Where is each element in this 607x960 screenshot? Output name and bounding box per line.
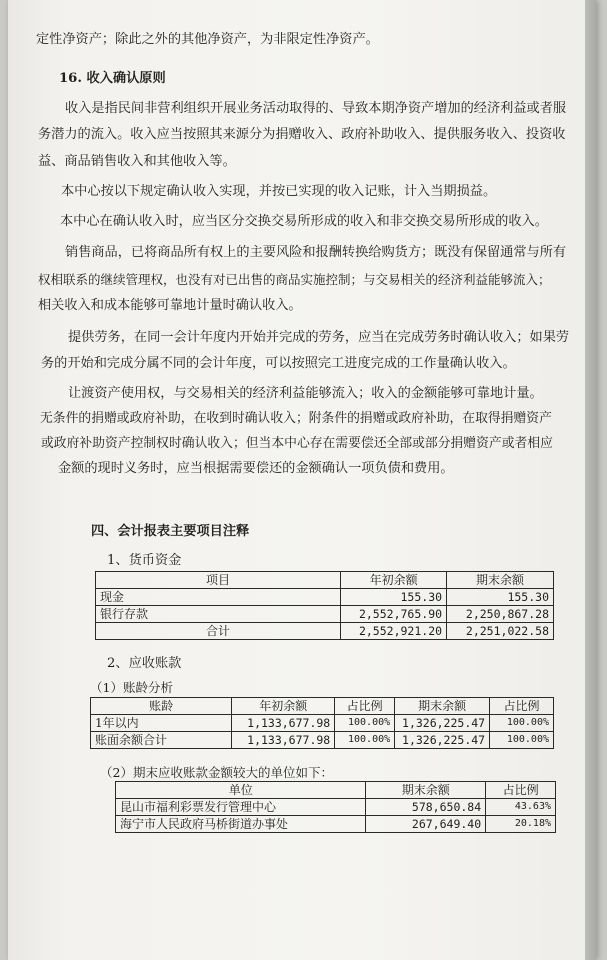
table-cell: 100.00% (490, 732, 554, 749)
paragraph-line: 或政府补助资产控制权时确认收入；但当本中心存在需要偿还全部或部分捐赠资产或者相应 (41, 436, 553, 451)
table-header-row (91, 698, 554, 715)
table-cell: 2,552,921.20 (341, 623, 447, 640)
table-cell: 267,649.40 (366, 816, 486, 833)
paragraph-line: 务的开始和完成分属不同的会计年度，可以按照完工进度完成的工作量确认收入。 (41, 356, 516, 371)
table-header-row (96, 572, 554, 589)
table-row (96, 589, 554, 606)
table-cell: 1,133,677.98 (232, 715, 335, 732)
table-cell: 100.00% (335, 732, 395, 749)
paragraph-line: 让渡资产使用权，与交易相关的经济利益能够流入；收入的金额能够可靠地计量。 (68, 386, 543, 401)
page-edge-shadow (585, 0, 596, 960)
large-receivables-table (115, 781, 556, 833)
table-row (116, 816, 556, 833)
table-cell: 20.18% (486, 816, 556, 833)
table-cell: 2,250,867.28 (447, 606, 554, 623)
table-header-cell: 占比例 (335, 698, 395, 715)
table-header-cell: 年初余额 (232, 698, 335, 715)
section-heading: 16. 收入确认原则 (59, 71, 166, 86)
table-cell: 1,326,225.47 (395, 732, 490, 749)
paragraph-line: 务潜力的流入。收入应当按照其来源分为捐赠收入、政府补助收入、提供服务收入、投资收 (38, 127, 566, 142)
aging-table (90, 697, 554, 749)
table-cell: 2,552,765.90 (341, 606, 447, 623)
table-header-cell: 期末余额 (447, 572, 554, 589)
paragraph-line: 销售商品，已将商品所有权上的主要风险和报酬转换给购货方；既没有保留通常与所有 (65, 245, 567, 260)
subsection-heading: （2）期末应收账款金额较大的单位如下： (100, 765, 333, 780)
table-cell: 100.00% (335, 715, 395, 732)
table-row (91, 732, 554, 749)
document-page (8, 0, 596, 960)
table-cell: 1年以内 (91, 715, 232, 732)
table-cell: 1,326,225.47 (395, 715, 490, 732)
table-cell: 现金 (96, 589, 341, 606)
paragraph-line: 定性净资产；除此之外的其他净资产，为非限定性净资产。 (36, 32, 379, 47)
table-cell: 155.30 (447, 589, 554, 606)
section-title: 四、会计报表主要项目注释 (91, 524, 250, 539)
table-row (96, 606, 554, 623)
table-cell: 578,650.84 (366, 799, 486, 816)
table-cell: 账面余额合计 (91, 732, 232, 749)
paragraph-line: 收入是指民间非营利组织开展业务活动取得的、导致本期净资产增加的经济利益或者服 (65, 101, 567, 116)
subsection-heading: 1、货币资金 (107, 553, 182, 568)
table-header-cell: 单位 (116, 782, 366, 799)
table-header-cell: 账龄 (91, 698, 232, 715)
table-cell: 2,251,022.58 (447, 623, 554, 640)
table-header-cell: 期末余额 (366, 782, 486, 799)
subsection-heading: 2、应收账款 (107, 656, 182, 671)
table-cell: 43.63% (486, 799, 556, 816)
table-cell: 银行存款 (96, 606, 341, 623)
table-cell: 昆山市福利彩票发行管理中心 (116, 799, 366, 816)
table-cell: 100.00% (490, 715, 554, 732)
paragraph-line: 本中心按以下规定确认收入实现，并按已实现的收入记账，计入当期损益。 (61, 184, 497, 199)
table-cell: 155.30 (341, 589, 447, 606)
cash-table (95, 571, 554, 640)
table-header-cell: 占比例 (486, 782, 556, 799)
table-header-row (116, 782, 556, 799)
table-header-cell: 期末余额 (395, 698, 490, 715)
table-row (96, 623, 554, 640)
subsection-heading: （1）账龄分析 (90, 680, 173, 695)
paragraph-line: 权相联系的继续管理权，也没有对已出售的商品实施控制；与交易相关的经济利益能够流入； (38, 272, 551, 287)
table-row (116, 799, 556, 816)
paragraph-line: 益、商品销售收入和其他收入等。 (38, 154, 236, 169)
table-cell: 海宁市人民政府马桥街道办事处 (116, 816, 366, 833)
paragraph-line: 无条件的捐赠或政府补助，在收到时确认收入；附条件的捐赠或政府补助，在取得捐赠资产 (40, 411, 552, 426)
paragraph-line: 本中心在确认收入时，应当区分交换交易所形成的收入和非交换交易所形成的收入。 (60, 214, 548, 229)
paragraph-line: 相关收入和成本能够可靠地计量时确认收入。 (38, 298, 302, 313)
table-header-cell: 年初余额 (341, 572, 447, 589)
table-header-cell: 占比例 (490, 698, 554, 715)
table-row (91, 715, 554, 732)
paragraph-line: 提供劳务，在同一会计年度内开始并完成的劳务，应当在完成劳务时确认收入；如果劳 (68, 330, 570, 345)
table-header-cell: 项目 (96, 572, 341, 589)
table-cell: 1,133,677.98 (232, 732, 335, 749)
paragraph-line: 金额的现时义务时，应当根据需要偿还的金额确认一项负债和费用。 (58, 461, 454, 476)
table-cell: 合计 (96, 623, 341, 640)
